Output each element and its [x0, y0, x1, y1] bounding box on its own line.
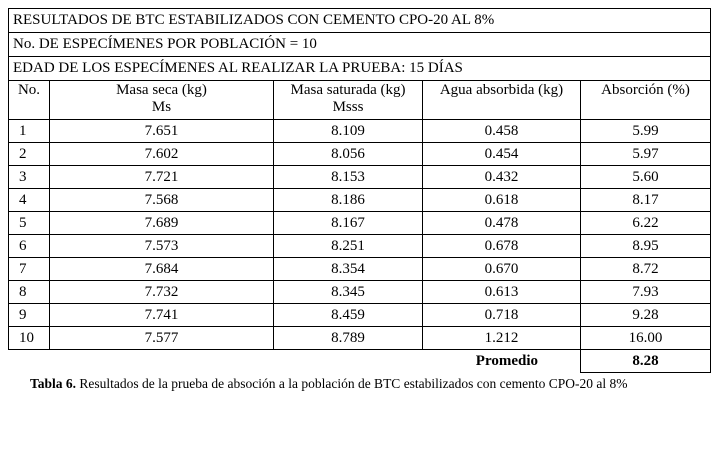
absorption-cell: 5.97 — [581, 143, 711, 166]
water-absorbed-cell: 0.432 — [423, 166, 581, 189]
column-header-absorption: Absorción (%) — [581, 81, 711, 120]
absorption-cell: 5.60 — [581, 166, 711, 189]
dry-mass-cell: 7.568 — [50, 189, 274, 212]
dry-mass-cell: 7.577 — [50, 327, 274, 350]
saturated-mass-cell: 8.109 — [274, 120, 423, 143]
absorption-cell: 8.72 — [581, 258, 711, 281]
table-row — [9, 281, 711, 304]
column-header-no: No. — [9, 81, 50, 120]
saturated-mass-cell: 8.459 — [274, 304, 423, 327]
average-row — [9, 350, 711, 373]
saturated-mass-cell: 8.251 — [274, 235, 423, 258]
specimen-number-cell: 3 — [9, 166, 50, 189]
saturated-mass-cell: 8.167 — [274, 212, 423, 235]
saturated-mass-cell: 8.354 — [274, 258, 423, 281]
dry-mass-cell: 7.602 — [50, 143, 274, 166]
banner-row — [9, 33, 711, 57]
caption-tag: Tabla 6. — [30, 376, 77, 391]
water-absorbed-cell: 0.618 — [423, 189, 581, 212]
specimen-count: No. DE ESPECÍMENES POR POBLACIÓN = 10 — [9, 33, 711, 57]
column-header-dry-mass: Masa seca (kg) Ms — [50, 81, 274, 120]
saturated-mass-cell: 8.345 — [274, 281, 423, 304]
absorption-cell: 6.22 — [581, 212, 711, 235]
specimen-number-cell: 5 — [9, 212, 50, 235]
absorption-cell: 16.00 — [581, 327, 711, 350]
column-header-symbol: Msss — [332, 99, 364, 115]
absorption-cell: 8.17 — [581, 189, 711, 212]
column-header-symbol: Ms — [151, 99, 172, 115]
table-row — [9, 143, 711, 166]
water-absorbed-cell: 0.478 — [423, 212, 581, 235]
absorption-cell: 8.95 — [581, 235, 711, 258]
specimen-number-cell: 8 — [9, 281, 50, 304]
caption-text: Resultados de la prueba de absoción a la población de BTC estabilizados con cemento CPO-20 al 8% — [76, 376, 628, 391]
table-row — [9, 235, 711, 258]
saturated-mass-cell: 8.056 — [274, 143, 423, 166]
water-absorbed-cell: 0.718 — [423, 304, 581, 327]
water-absorbed-cell: 1.212 — [423, 327, 581, 350]
empty-cell — [50, 350, 274, 373]
specimen-number-cell: 2 — [9, 143, 50, 166]
specimen-number-cell: 9 — [9, 304, 50, 327]
table-row — [9, 120, 711, 143]
specimen-age: EDAD DE LOS ESPECÍMENES AL REALIZAR LA PRUEBA: 15 DÍAS — [9, 57, 711, 81]
average-label: Promedio — [475, 352, 538, 369]
saturated-mass-cell: 8.186 — [274, 189, 423, 212]
absorption-cell: 9.28 — [581, 304, 711, 327]
dry-mass-cell: 7.741 — [50, 304, 274, 327]
dry-mass-cell: 7.684 — [50, 258, 274, 281]
table-row — [9, 304, 711, 327]
table-row — [9, 327, 711, 350]
absorption-cell: 5.99 — [581, 120, 711, 143]
specimen-number-cell: 7 — [9, 258, 50, 281]
water-absorbed-cell: 0.670 — [423, 258, 581, 281]
specimen-number-cell: 4 — [9, 189, 50, 212]
water-absorbed-cell: 0.678 — [423, 235, 581, 258]
specimen-number-cell: 1 — [9, 120, 50, 143]
water-absorbed-cell: 0.613 — [423, 281, 581, 304]
column-header-water-absorbed: Agua absorbida (kg) — [423, 81, 581, 120]
header-row — [9, 81, 711, 120]
dry-mass-cell: 7.732 — [50, 281, 274, 304]
document-page — [8, 8, 710, 392]
water-absorbed-cell: 0.454 — [423, 143, 581, 166]
empty-cell — [9, 350, 50, 373]
dry-mass-cell: 7.689 — [50, 212, 274, 235]
table-row — [9, 212, 711, 235]
dry-mass-cell: 7.721 — [50, 166, 274, 189]
specimen-number-cell: 10 — [9, 327, 50, 350]
table-row — [9, 258, 711, 281]
specimen-number-cell: 6 — [9, 235, 50, 258]
table-caption — [8, 376, 710, 392]
table-title: RESULTADOS DE BTC ESTABILIZADOS CON CEMENTO CPO-20 AL 8% — [9, 9, 711, 33]
saturated-mass-cell: 8.153 — [274, 166, 423, 189]
average-value: 8.28 — [581, 350, 711, 373]
dry-mass-cell: 7.573 — [50, 235, 274, 258]
banner-row — [9, 9, 711, 33]
results-table — [8, 8, 711, 373]
empty-cell — [274, 350, 423, 373]
dry-mass-cell: 7.651 — [50, 120, 274, 143]
table-row — [9, 189, 711, 212]
banner-row — [9, 57, 711, 81]
water-absorbed-cell: 0.458 — [423, 120, 581, 143]
saturated-mass-cell: 8.789 — [274, 327, 423, 350]
table-row — [9, 166, 711, 189]
absorption-cell: 7.93 — [581, 281, 711, 304]
column-header-saturated-mass: Masa saturada (kg) Msss — [274, 81, 423, 120]
